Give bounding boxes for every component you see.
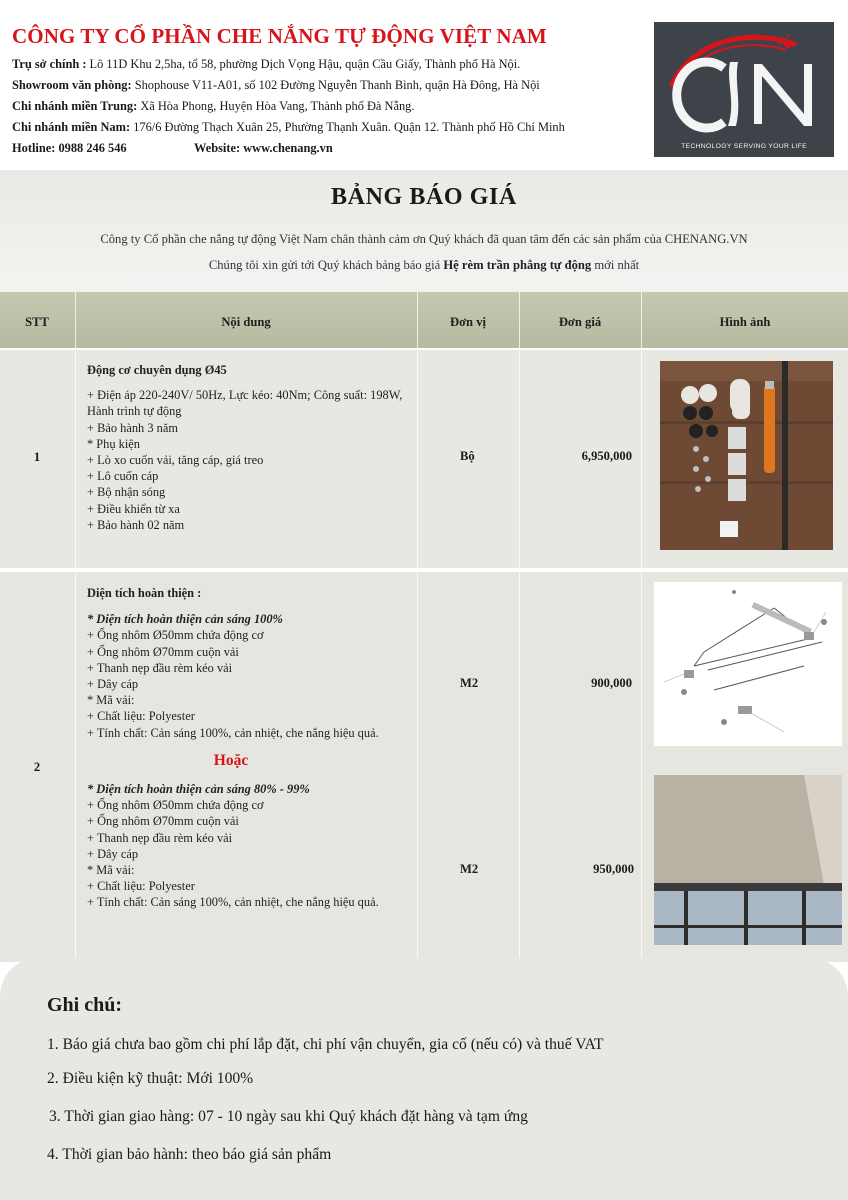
- note-item: 3. Thời gian giao hàng: 07 - 10 ngày sau khi Quý khách đặt hàng và tạm ứng: [49, 1108, 528, 1125]
- spec-line: + Tính chất: Cản sáng 100%, cản nhiệt, che nắng hiệu quả.: [87, 725, 379, 740]
- option-a-title: * Diện tích hoàn thiện cản sáng 100%: [87, 612, 283, 627]
- central-branch-address: Xã Hòa Phong, Huyện Hòa Vang, Thành phố Đà Nẵng.: [137, 99, 415, 113]
- spec-line: + Ống nhôm Ø70mm cuộn vải: [87, 644, 239, 659]
- col-header-stt: STT: [25, 315, 49, 329]
- page-title: BẢNG BÁO GIÁ: [331, 184, 517, 210]
- col-header-content: Nội dung: [221, 315, 271, 329]
- spec-line: + Chất liệu: Polyester: [87, 879, 195, 894]
- row-content: [87, 362, 405, 533]
- or-label: Hoặc: [213, 751, 249, 769]
- south-branch-line: [12, 120, 565, 135]
- showroom-label: Showroom văn phòng:: [12, 78, 132, 92]
- unit-cell-option-a: M2: [460, 676, 479, 690]
- spec-line: + Ống nhôm Ø70mm cuộn vải: [87, 814, 239, 829]
- spec-line: + Ống nhôm Ø50mm chứa động cơ: [87, 798, 264, 813]
- column-divider: [519, 292, 520, 962]
- south-branch-address: 176/6 Đường Thạch Xuân 25, Phường Thạnh Xuân. Quận 12. Thành phố Hồ Chí Minh: [130, 120, 565, 134]
- hotline: Hotline: 0988 246 546: [12, 141, 127, 155]
- spec-line: + Điều khiển từ xa: [87, 501, 180, 516]
- spec-line: + Thanh nẹp đầu rèm kéo vải: [87, 660, 233, 675]
- column-divider: [75, 292, 76, 962]
- note-item: 4. Thời gian bảo hành: theo báo giá sản phẩm: [47, 1146, 332, 1163]
- letterhead: [0, 0, 848, 170]
- col-header-image: Hình ảnh: [719, 315, 771, 329]
- head-office-line: [12, 57, 520, 72]
- spec-line: + Tính chất: Cản sáng 100%, cản nhiệt, che nắng hiệu quả.: [87, 895, 379, 910]
- head-office-label: Trụ sở chính :: [12, 57, 87, 71]
- south-branch-label: Chi nhánh miền Nam:: [12, 120, 131, 134]
- price-cell: 6,950,000: [581, 449, 632, 463]
- col-header-price: Đơn giá: [558, 315, 602, 329]
- product-title: Động cơ chuyên dụng Ø45: [87, 363, 227, 377]
- blind-diagram-image: [654, 582, 842, 746]
- central-branch-line: [12, 99, 414, 114]
- motor-kit-photo: [660, 361, 833, 550]
- logo-mark-icon: [654, 22, 834, 157]
- note-item: 1. Báo giá chưa bao gồm chi phí lắp đặt, chi phí vận chuyển, gia cố (nếu có) và thuế VAT: [47, 1036, 604, 1053]
- spec-line: + Ống nhôm Ø50mm chứa động cơ: [87, 628, 264, 643]
- product-system-name: Hệ rèm trần phẳng tự động: [443, 258, 592, 272]
- spec-line: + Dây cáp: [87, 677, 139, 692]
- notes-section: [0, 958, 848, 1200]
- spec-line: + Lò xo cuốn vải, tăng cáp, giá treo: [87, 453, 264, 468]
- spec-line: + Dây cáp: [87, 846, 139, 861]
- column-divider: [641, 292, 642, 962]
- price-cell-option-b: 950,000: [593, 862, 634, 876]
- spec-line: + Bảo hành 02 năm: [87, 517, 185, 532]
- row-number: 1: [33, 450, 41, 464]
- spec-line: + Thanh nẹp đầu rèm kéo vải: [87, 830, 233, 845]
- showroom-line: [12, 78, 540, 93]
- contact-line: [12, 141, 333, 156]
- intro-line-2: [0, 258, 848, 273]
- notes-title: Ghi chú:: [47, 994, 123, 1016]
- row-number: 2: [33, 760, 41, 774]
- column-divider: [417, 292, 418, 962]
- company-name: CÔNG TY CỔ PHẦN CHE NẮNG TỰ ĐỘNG VIỆT NAM: [12, 24, 547, 48]
- logo-tagline: TECHNOLOGY SERVING YOUR LIFE: [681, 143, 807, 150]
- spec-line: + Bảo hành 3 năm: [87, 420, 178, 435]
- spec-line: + Điện áp 220-240V/ 50Hz, Lực kéo: 40Nm; Công suất: 198W, Hành trình tự động: [87, 388, 403, 419]
- price-cell-option-a: 900,000: [591, 676, 632, 690]
- table-row: [0, 350, 848, 568]
- table-row: [0, 572, 848, 962]
- spec-line: * Mã vải:: [87, 863, 135, 878]
- showroom-address: Shophouse V11-A01, số 102 Đường Nguyễn Thanh Bình, quận Hà Đông, Hà Nội: [131, 78, 540, 92]
- spec-line: * Mã vải:: [87, 693, 135, 708]
- company-logo: [654, 22, 834, 157]
- spec-line: + Bộ nhận sóng: [87, 485, 166, 500]
- installed-blind-photo: [654, 775, 842, 945]
- website: Website: www.chenang.vn: [194, 141, 333, 155]
- spec-line: + Lô cuốn cáp: [87, 469, 159, 484]
- note-item: 2. Điều kiện kỹ thuật: Mới 100%: [47, 1070, 254, 1087]
- head-office-address: Lô 11D Khu 2,5ha, tổ 58, phường Dịch Vọng Hậu, quận Cầu Giấy, Thành phố Hà Nội.: [86, 57, 521, 71]
- intro-prefix: Chúng tôi xin gửi tới Quý khách bảng báo giá: [208, 258, 444, 272]
- central-branch-label: Chi nhánh miền Trung:: [12, 99, 138, 113]
- section-title: Diện tích hoàn thiện :: [87, 586, 202, 600]
- col-header-unit: Đơn vị: [449, 315, 487, 329]
- table-header: [0, 292, 848, 348]
- spec-line: + Chất liệu: Polyester: [87, 709, 195, 724]
- row-content: [87, 585, 405, 911]
- spec-line: * Phụ kiện: [87, 436, 141, 451]
- unit-cell: Bộ: [460, 449, 475, 463]
- intro-line-1: Công ty Cổ phần che nắng tự động Việt Nam chân thành cảm ơn Quý khách đã quan tâm đến các sản phẩm của CHENANG.VN: [100, 232, 748, 246]
- title-section: [0, 170, 848, 292]
- option-b-title: * Diện tích hoàn thiện cản sáng 80% - 99%: [87, 782, 310, 797]
- unit-cell-option-b: M2: [460, 862, 479, 876]
- intro-suffix: mới nhất: [591, 258, 640, 272]
